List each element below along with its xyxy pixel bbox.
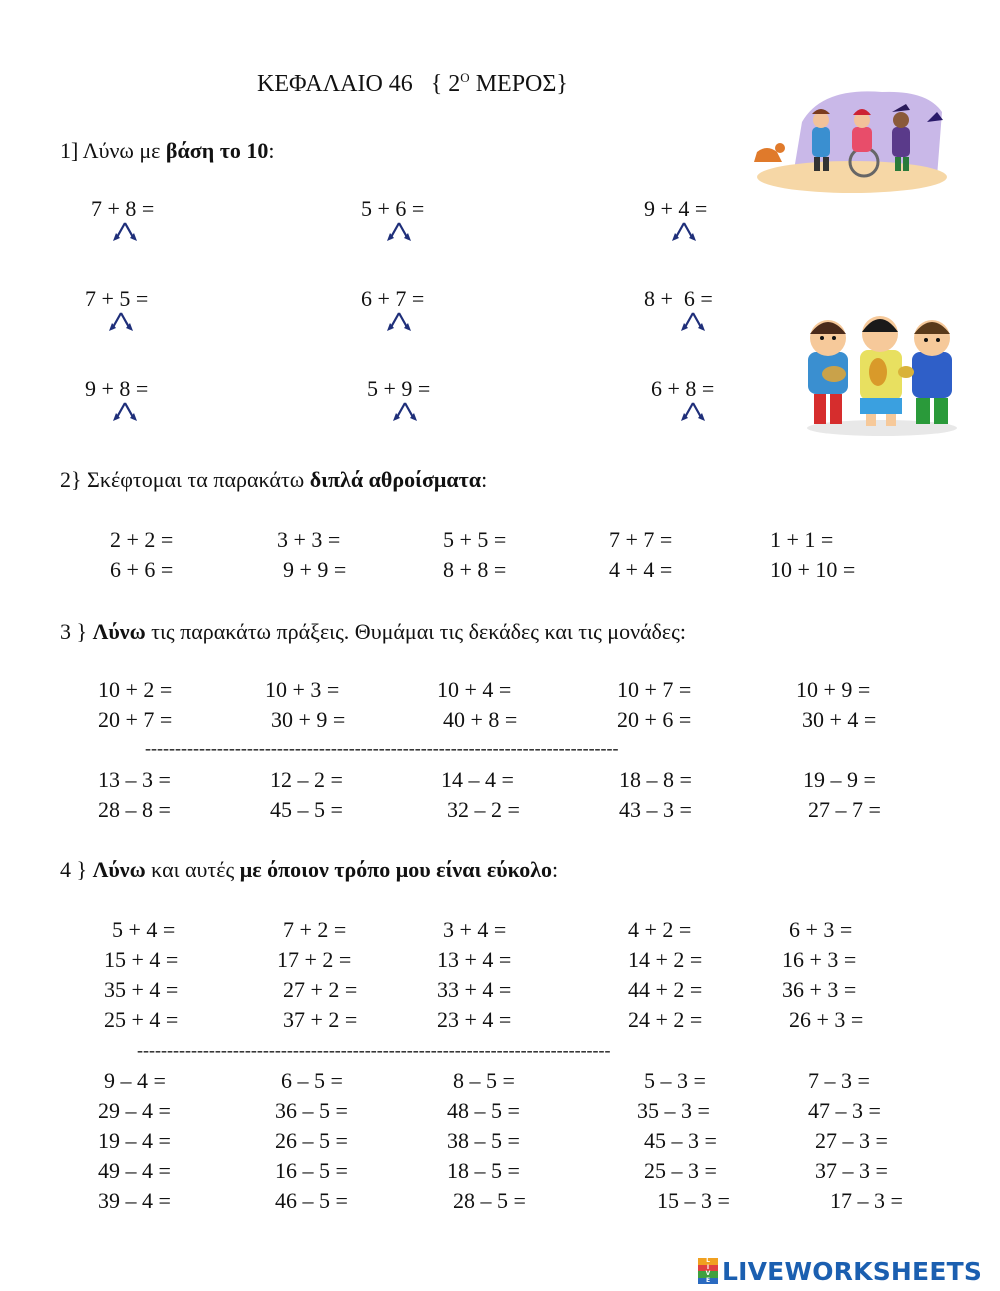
split-arrow-icon — [390, 401, 420, 425]
equation: 46 – 5 = — [275, 1188, 348, 1213]
section-4-heading: 4 } Λύνω και αυτές με όποιον τρόπο μου είναι εύκολο: — [60, 857, 559, 882]
equation: 26 – 5 = — [275, 1128, 348, 1153]
equation: 5 + 4 = — [112, 917, 176, 942]
equation: 25 – 3 = — [644, 1158, 717, 1183]
equation: 9 + 9 = — [283, 557, 347, 582]
liveworksheets-logo — [698, 1256, 982, 1286]
equation: 37 – 3 = — [815, 1158, 888, 1183]
section-2-heading: 2} Σκέφτομαι τα παρακάτω διπλά αθροίσματα: — [60, 467, 488, 492]
kid-1 — [812, 127, 830, 157]
equation: 19 – 4 = — [98, 1128, 171, 1153]
split-arrow-icon — [678, 311, 708, 335]
equation: 32 – 2 = — [447, 797, 520, 822]
equation: 9 – 4 = — [104, 1068, 166, 1093]
equation: 10 + 3 = — [265, 677, 340, 702]
equation: 36 + 3 = — [782, 977, 857, 1002]
equation: 35 – 3 = — [637, 1098, 710, 1123]
equation: 1 + 1 = — [770, 527, 834, 552]
equation: 5 + 9 = — [367, 376, 431, 401]
equation: 48 – 5 = — [447, 1098, 520, 1123]
equation: 7 – 3 = — [808, 1068, 870, 1093]
split-arrow-icon — [110, 221, 140, 245]
equation: 29 – 4 = — [98, 1098, 171, 1123]
kid-right — [912, 352, 952, 398]
equation: 49 – 4 = — [98, 1158, 171, 1183]
equation: 7 + 5 = — [85, 286, 149, 311]
equation: 44 + 2 = — [628, 977, 703, 1002]
equation: 14 + 2 = — [628, 947, 703, 972]
logo-text: LIVEWORKSHEETS — [722, 1256, 983, 1286]
equation: 35 + 4 = — [104, 977, 179, 1002]
kids-parade-illustration — [752, 82, 952, 197]
equation: 10 + 4 = — [437, 677, 512, 702]
split-arrow-icon — [110, 401, 140, 425]
split-arrow-icon — [678, 401, 708, 425]
split-arrow-icon — [106, 311, 136, 335]
page-title: ΚΕΦΑΛΑΙΟ 46 { $2^O$ ΜΕΡΟΣ} — [257, 70, 568, 97]
equation: 10 + 10 = — [770, 557, 856, 582]
equation: 10 + 2 = — [98, 677, 173, 702]
equation: 17 – 3 = — [830, 1188, 903, 1213]
equation: 6 + 7 = — [361, 286, 425, 311]
equation: 7 + 2 = — [283, 917, 347, 942]
equation: 36 – 5 = — [275, 1098, 348, 1123]
equation: 20 + 7 = — [98, 707, 173, 732]
equation: 6 + 3 = — [789, 917, 853, 942]
equation: 43 – 3 = — [619, 797, 692, 822]
equation: 15 – 3 = — [657, 1188, 730, 1213]
equation: 6 – 5 = — [281, 1068, 343, 1093]
equation: 47 – 3 = — [808, 1098, 881, 1123]
equation: 18 – 8 = — [619, 767, 692, 792]
equation: 28 – 5 = — [453, 1188, 526, 1213]
equation: 2 + 2 = — [110, 527, 174, 552]
equation: 14 – 4 = — [441, 767, 514, 792]
kids-band-illustration — [800, 310, 965, 438]
equation: 8 + 8 = — [443, 557, 507, 582]
equation: 10 + 9 = — [796, 677, 871, 702]
equation: 6 + 8 = — [651, 376, 715, 401]
equation: 28 – 8 = — [98, 797, 171, 822]
equation: 17 + 2 = — [277, 947, 352, 972]
divider-line: ------------------------------------------------------------------------------- — [145, 738, 619, 758]
equation: 24 + 2 = — [628, 1007, 703, 1032]
equation: 5 – 3 = — [644, 1068, 706, 1093]
equation: 8 + 6 = — [644, 286, 713, 311]
equation: 27 – 7 = — [808, 797, 881, 822]
equation: 15 + 4 = — [104, 947, 179, 972]
equation: 30 + 9 = — [271, 707, 346, 732]
equation: 18 – 5 = — [447, 1158, 520, 1183]
equation: 10 + 7 = — [617, 677, 692, 702]
kid-3 — [892, 127, 910, 157]
equation: 27 + 2 = — [283, 977, 358, 1002]
divider-line: ------------------------------------------------------------------------------- — [137, 1040, 611, 1060]
equation: 45 – 3 = — [644, 1128, 717, 1153]
equation: 30 + 4 = — [802, 707, 877, 732]
equation: 45 – 5 = — [270, 797, 343, 822]
equation: 27 – 3 = — [815, 1128, 888, 1153]
equation: 4 + 4 = — [609, 557, 673, 582]
equation: 9 + 4 = — [644, 196, 708, 221]
split-arrow-icon — [669, 221, 699, 245]
equation: 9 + 8 = — [85, 376, 149, 401]
equation: 12 – 2 = — [270, 767, 343, 792]
kid-2 — [852, 127, 872, 152]
equation: 33 + 4 = — [437, 977, 512, 1002]
equation: 37 + 2 = — [283, 1007, 358, 1032]
equation: 5 + 5 = — [443, 527, 507, 552]
equation: 38 – 5 = — [447, 1128, 520, 1153]
equation: 16 – 5 = — [275, 1158, 348, 1183]
equation: 5 + 6 = — [361, 196, 425, 221]
equation: 25 + 4 = — [104, 1007, 179, 1032]
equation: 40 + 8 = — [443, 707, 518, 732]
equation: 20 + 6 = — [617, 707, 692, 732]
section-1-heading: 1] Λύνω με βάση το 10: — [60, 138, 275, 163]
equation: 26 + 3 = — [789, 1007, 864, 1032]
equation: 19 – 9 = — [803, 767, 876, 792]
equation: 39 – 4 = — [98, 1188, 171, 1213]
equation: 23 + 4 = — [437, 1007, 512, 1032]
equation: 4 + 2 = — [628, 917, 692, 942]
equation: 16 + 3 = — [782, 947, 857, 972]
equation: 7 + 8 = — [91, 196, 155, 221]
equation: 7 + 7 = — [609, 527, 673, 552]
equation: 13 + 4 = — [437, 947, 512, 972]
logo-icon: L I V E — [698, 1258, 718, 1284]
equation: 6 + 6 = — [110, 557, 174, 582]
equation: 13 – 3 = — [98, 767, 171, 792]
equation: 8 – 5 = — [453, 1068, 515, 1093]
section-3-heading: 3 } Λύνω τις παρακάτω πράξεις. Θυμάμαι τις δεκάδες και τις μονάδες: — [60, 619, 686, 644]
split-arrow-icon — [384, 221, 414, 245]
equation: 3 + 4 = — [443, 917, 507, 942]
equation: 3 + 3 = — [277, 527, 341, 552]
split-arrow-icon — [384, 311, 414, 335]
